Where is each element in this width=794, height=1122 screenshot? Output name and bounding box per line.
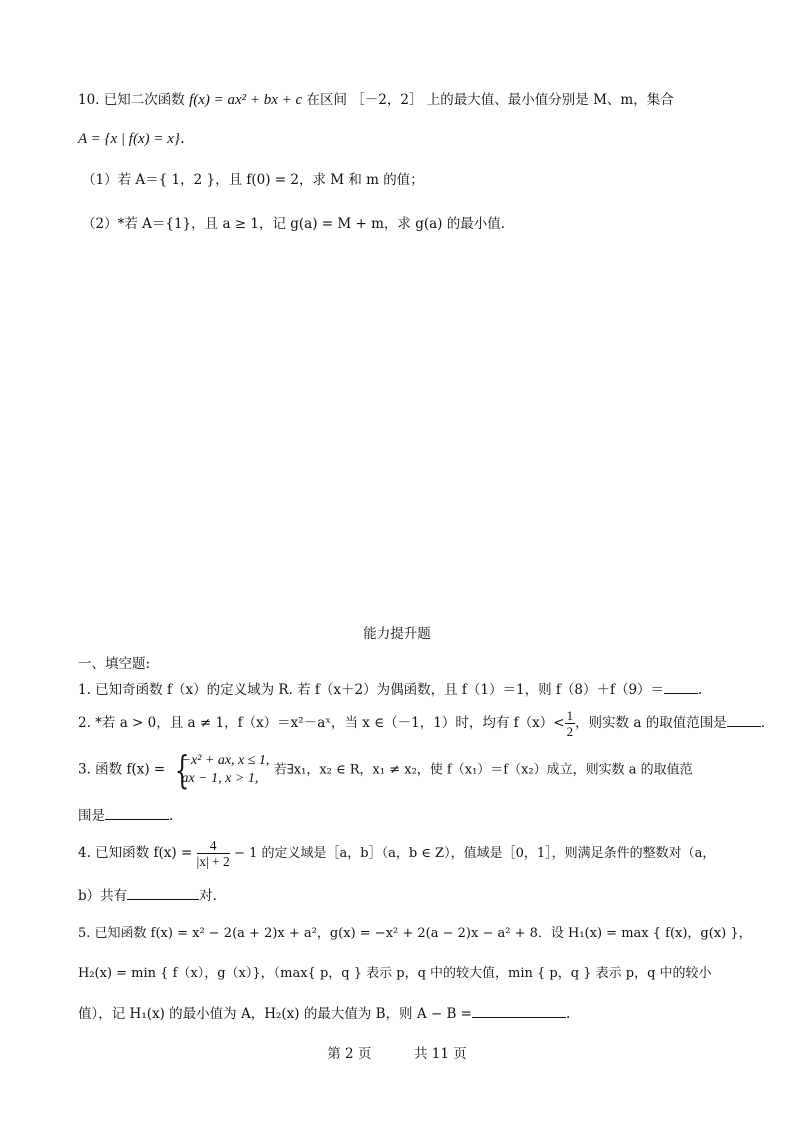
left-brace-icon: {	[174, 748, 189, 792]
q10-part2	[82, 212, 505, 232]
q10-part2-text: （2）*若 A＝{1}，且 a ≥ 1，记 g(a) = M + m，求 g(a) 的最小值.	[82, 216, 505, 232]
fill-q2-text: 2. *若 a > 0，且 a ≠ 1，f（x）＝x²－aˣ，当 x ∈（－1，1）时，均有 f（x）<	[78, 715, 565, 731]
q10-prefix: 10. 已知二次函数	[78, 92, 185, 108]
fill-q2-post: ，则实数 a 的取值范围是	[575, 715, 727, 731]
fill-q5-line1	[78, 922, 752, 941]
q10-interval-text: 在区间 ［－2，2］ 上的最大值、最小值分别是	[306, 92, 589, 108]
fill-q4	[78, 838, 715, 869]
q10-line2	[78, 127, 195, 148]
q10-set-definition: A = {x | f(x) = x}．	[78, 131, 195, 147]
fraction-four	[197, 838, 230, 869]
page-total: 共 11 页	[414, 1046, 467, 1062]
fill-q5-text-1: 5. 已知函数 f(x) = x² − 2(a + 2)x + a²，g(x) = −x² + 2(a − 2)x − a² + 8．设 H₁(x) = max { f(x)，g(x) }，	[78, 926, 752, 941]
piecewise-function	[170, 748, 270, 792]
fill-q5-end: .	[566, 1006, 571, 1022]
section-title-text: 能力提升题	[363, 626, 431, 642]
fill-q4-prefix: 4. 已知函数 f(x) =	[78, 845, 193, 861]
fill-q2	[78, 708, 765, 739]
fill-q1	[78, 678, 702, 698]
q10-part1-text: （1）若 A＝{ 1，2 }，且 f(0) = 2，求 M 和 m 的值；	[82, 172, 424, 188]
fill-q3-line2	[78, 804, 173, 824]
fill-q3-prefix: 3. 函数 f(x) =	[78, 761, 166, 778]
answer-blank	[664, 681, 698, 694]
fill-q3	[78, 748, 693, 792]
part-label-text: 一、填空题:	[78, 656, 151, 672]
piecewise-row-2: ax − 1, x > 1,	[181, 771, 259, 786]
q10-part1	[82, 168, 424, 188]
fraction-denominator: |x| + 2	[196, 854, 230, 869]
fill-q4-text: − 1 的定义域是［a，b］（a，b ∈ Z），值域是［0，1］，则满足条件的整数对（a，	[234, 846, 716, 861]
q10-end: M、m，集合	[593, 92, 674, 108]
q10-function: f(x) = ax² + bx + c	[189, 92, 303, 108]
answer-blank	[472, 1005, 566, 1018]
q10-line1	[78, 88, 674, 109]
page-footer	[0, 1042, 794, 1062]
fraction-numerator: 1	[566, 708, 574, 723]
answer-blank	[727, 714, 761, 727]
answer-blank	[105, 807, 169, 820]
fill-q3-l2: 围是	[78, 808, 105, 824]
piecewise-row-1: −x² + ax, x ≤ 1,	[181, 753, 270, 768]
fill-q3-end: .	[169, 808, 174, 824]
page-number: 第 2 页	[327, 1046, 372, 1062]
fill-q4-line2	[78, 884, 217, 904]
section-title	[0, 622, 794, 642]
fraction-numerator: 4	[197, 838, 230, 854]
fill-q1-end: .	[698, 682, 703, 698]
fill-q4-l2-pre: b）共有	[78, 888, 128, 904]
fill-q5-line2	[78, 962, 712, 981]
fill-q4-l2-post: 对.	[199, 888, 217, 904]
fraction-denominator: 2	[566, 724, 574, 739]
fraction-half	[565, 708, 576, 739]
fill-q1-text: 1. 已知奇函数 f（x）的定义域为 R. 若 f（x＋2）为偶函数，且 f（1）＝1，则 f（8）＋f（9）＝	[78, 682, 665, 698]
fill-q2-end: .	[760, 715, 765, 731]
answer-blank	[127, 887, 199, 900]
fill-q5-text-3: 值），记 H₁(x) 的最小值为 A，H₂(x) 的最大值为 B，则 A − B =	[78, 1006, 472, 1022]
fill-q5-text-2: H₂(x) = min { f（x），g（x）}，（max{ p，q } 表示 p，q 中的较大值，min { p，q } 表示 p，q 中的较小	[78, 966, 712, 981]
section-part-label	[78, 652, 150, 672]
fill-q3-text: 若∃x₁，x₂ ∈ R，x₁ ≠ x₂，使 f（x₁）＝f（x₂）成立，则实数 a 的取值范	[273, 762, 693, 778]
fill-q5-line3	[78, 1002, 570, 1022]
